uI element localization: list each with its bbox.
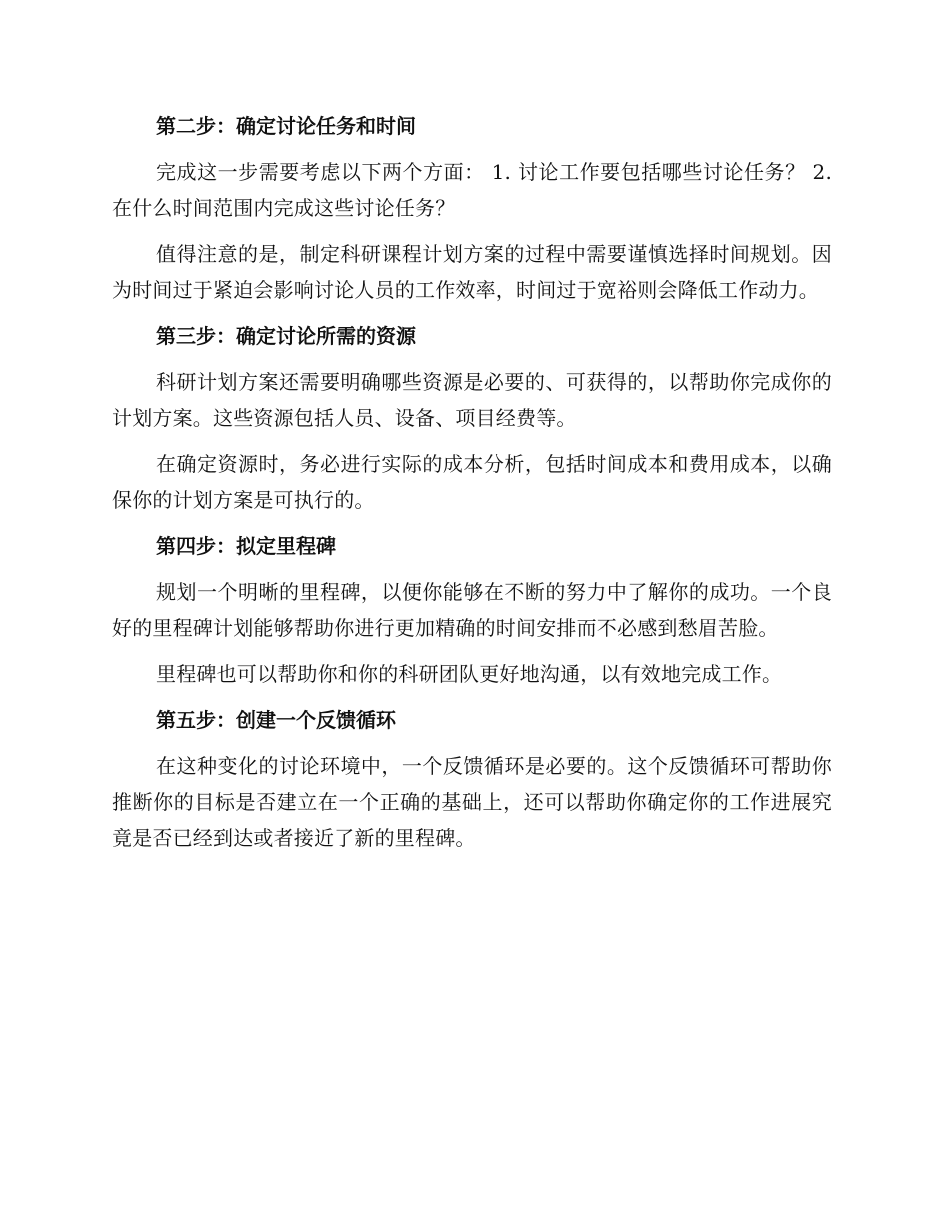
section-heading-step-2: 第二步：确定讨论任务和时间	[156, 114, 416, 138]
document-page	[112, 108, 832, 866]
section-heading-step-4: 第四步：拟定里程碑	[156, 534, 336, 558]
paragraph: 完成这一步需要考虑以下两个方面： 1. 讨论工作要包括哪些讨论任务？ 2. 在什么时间范围内完成这些讨论任务？	[112, 160, 832, 220]
paragraph: 规划一个明晰的里程碑，以便你能够在不断的努力中了解你的成功。一个良好的里程碑计划能够帮助你进行更加精确的时间安排而不必感到愁眉苦脸。	[112, 580, 832, 640]
paragraph: 在确定资源时，务必进行实际的成本分析，包括时间成本和费用成本，以确保你的计划方案是可执行的。	[112, 452, 832, 512]
section-heading-step-3: 第三步：确定讨论所需的资源	[156, 324, 416, 348]
paragraph: 在这种变化的讨论环境中，一个反馈循环是必要的。这个反馈循环可帮助你推断你的目标是否建立在一个正确的基础上，还可以帮助你确定你的工作进展究竟是否已经到达或者接近了新的里程碑。	[112, 754, 832, 850]
paragraph: 科研计划方案还需要明确哪些资源是必要的、可获得的，以帮助你完成你的计划方案。这些资源包括人员、设备、项目经费等。	[112, 370, 832, 430]
section-heading-step-5: 第五步：创建一个反馈循环	[156, 708, 396, 732]
paragraph: 里程碑也可以帮助你和你的科研团队更好地沟通，以有效地完成工作。	[156, 662, 783, 686]
paragraph: 值得注意的是，制定科研课程计划方案的过程中需要谨慎选择时间规划。因为时间过于紧迫会影响讨论人员的工作效率，时间过于宽裕则会降低工作动力。	[112, 242, 832, 302]
